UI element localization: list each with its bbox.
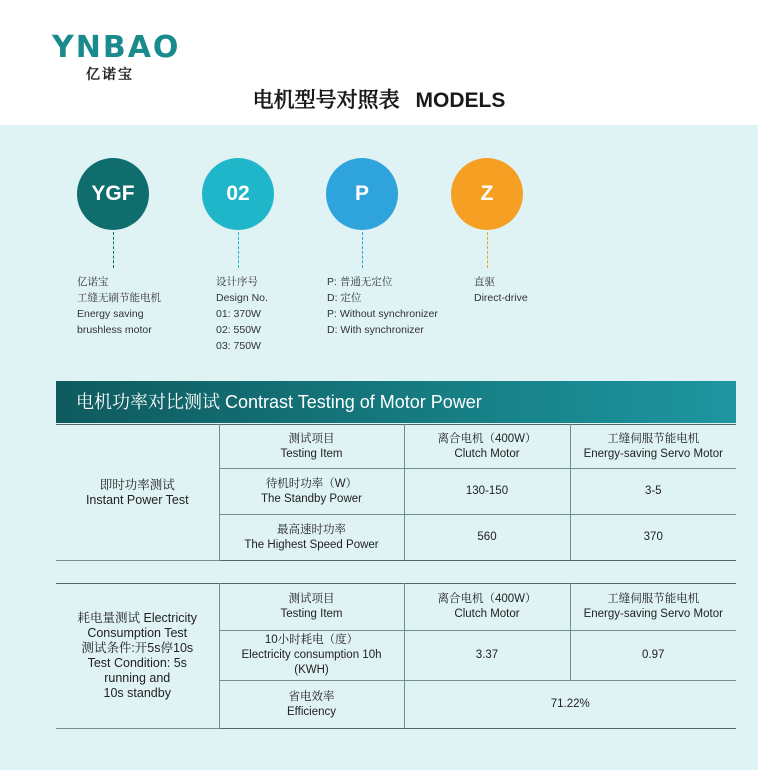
item-cell [219,631,404,681]
desc-line: Energy saving [77,308,144,320]
header-cn: 测试项目 [288,593,335,605]
row-label-line: 10s standby [103,686,171,700]
header-cell-servo-motor [570,584,736,631]
header-cn: 测试项目 [288,432,335,445]
table-header-row [56,584,736,631]
item-cn: 10小时耗电（度） [264,634,359,646]
header-cn: 离合电机（400W） [437,432,537,445]
row-label-line: 耗电量测试 Electricity [77,611,197,625]
efficiency-value: 71.22% [404,681,736,729]
item-en: The Standby Power [260,492,362,505]
connector-line [487,232,488,268]
model-code-circle-design: 02 [202,158,274,230]
row-label-en: Instant Power Test [85,492,189,507]
row-label-line: 测试条件:开5s停10s [81,641,194,655]
model-code-circle-ygf: YGF [77,158,149,230]
page-title-en: MODELS [415,89,506,112]
servo-value: 0.97 [570,631,736,681]
desc-line: Design No. [216,292,268,304]
desc-line: P: Without synchronizer [327,308,438,320]
connector-line [362,232,363,268]
item-en-unit: (KWH) [294,664,329,676]
connector-line [238,232,239,268]
row-label-instant-power [56,425,219,561]
header-en: Energy-saving Servo Motor [583,447,723,460]
model-description-ygf [77,274,161,338]
page-title [0,84,758,114]
desc-line: 工缝无刷节能电机 [77,292,161,304]
item-cell [219,681,404,729]
item-cn: 最高速时功率 [277,523,346,536]
brand-logo-cn: 亿诺宝 [86,66,134,82]
header-cell-testing-item [219,584,404,631]
brand-logo: YNBAO [52,30,181,65]
desc-line: 02: 550W [216,324,261,336]
item-cn: 省电效率 [288,690,335,703]
row-label-line: Consumption Test [87,626,188,640]
item-cn: 待机时功率（W） [265,477,358,490]
clutch-value: 560 [404,515,570,561]
item-en: Electricity consumption 10h [241,649,382,661]
row-label-cn: 即时功率测试 [99,477,175,492]
header-en: Energy-saving Servo Motor [583,608,723,620]
model-code-circle-position: P [326,158,398,230]
desc-line: brushless motor [77,324,152,336]
header-cn: 离合电机（400W） [437,593,537,605]
header-cn: 工缝伺服节能电机 [607,593,700,605]
row-label-line: Test Condition: 5s [87,656,187,670]
desc-line: Direct-drive [474,292,528,304]
instant-power-table [56,424,736,561]
item-cell [219,469,404,515]
desc-line: 03: 750W [216,340,261,352]
header-cell-clutch-motor [404,425,570,469]
header-en: Clutch Motor [454,447,520,460]
header-en: Clutch Motor [454,608,520,620]
servo-value: 3-5 [570,469,736,515]
header-en: Testing Item [280,608,343,620]
header-en: Testing Item [280,447,343,460]
header-cell-testing-item [219,425,404,469]
table-header-row [56,425,736,469]
model-description-position [327,274,438,338]
servo-value: 370 [570,515,736,561]
desc-line: D: With synchronizer [327,324,424,336]
model-description-design [216,274,268,354]
desc-line: D: 定位 [327,292,362,304]
model-description-drive [474,274,528,306]
row-label-consumption [56,584,219,729]
desc-line: 01: 370W [216,308,261,320]
section-banner: 电机功率对比测试 Contrast Testing of Motor Power [56,381,736,423]
desc-line: P: 普通无定位 [327,276,393,288]
header-cell-servo-motor [570,425,736,469]
item-cell [219,515,404,561]
desc-line: 亿诺宝 [77,276,109,288]
row-label-line: running and [104,671,171,685]
header-cn: 工缝伺服节能电机 [607,432,700,445]
desc-line: 设计序号 [216,276,258,288]
page-title-cn: 电机型号对照表 [252,89,400,112]
item-en: The Highest Speed Power [244,538,379,551]
electricity-consumption-table [56,583,736,729]
desc-line: 直驱 [474,276,495,288]
item-en: Efficiency [286,705,336,718]
page-header [0,0,758,125]
connector-line [113,232,114,268]
clutch-value: 3.37 [404,631,570,681]
model-code-circle-drive: Z [451,158,523,230]
clutch-value: 130-150 [404,469,570,515]
header-cell-clutch-motor [404,584,570,631]
